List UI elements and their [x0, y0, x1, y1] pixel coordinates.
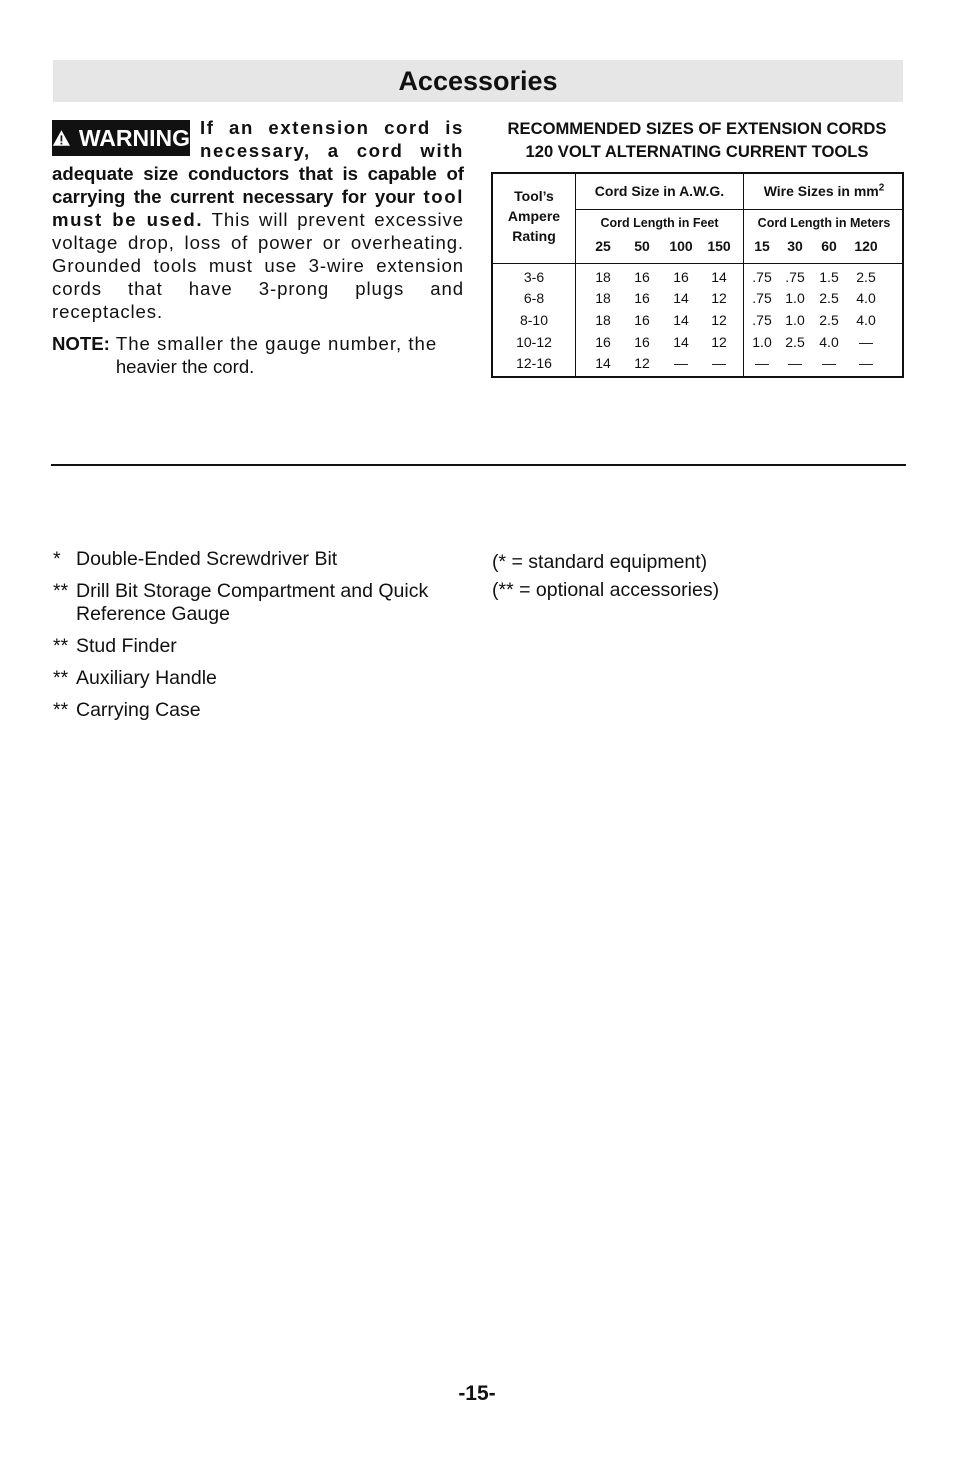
awg-cell: 18 [595, 268, 611, 285]
mm-column-group [744, 174, 904, 376]
awg-cell: 16 [634, 268, 650, 285]
feet-length-0: 25 [595, 238, 611, 254]
mm-cell: .75 [785, 268, 805, 285]
rating-cell: 12-16 [516, 355, 552, 372]
mm-cell: 1.0 [785, 311, 805, 328]
table-title-line-2: 120 VOLT ALTERNATING CURRENT TOOLS [525, 142, 869, 161]
awg-cell: 14 [673, 290, 689, 307]
table-row [493, 288, 575, 310]
awg-rows [576, 266, 743, 374]
mm-cell: — [755, 355, 769, 372]
feet-length-2: 100 [669, 238, 693, 254]
warning-bold-tail: tool must be used. [52, 186, 464, 230]
mm-header [744, 181, 904, 201]
awg-cell: 16 [595, 333, 611, 350]
section-divider [51, 464, 906, 466]
rating-cell: 6-8 [523, 290, 545, 307]
mm-cell: 1.0 [785, 290, 805, 307]
mm-cell: 4.0 [856, 311, 876, 328]
mm-cell: 4.0 [856, 290, 876, 307]
feet-length-1: 50 [634, 238, 650, 254]
tool-rating-header [493, 186, 575, 246]
awg-cell: 12 [711, 333, 727, 350]
mm-rows [744, 266, 904, 374]
page-title: Accessories [398, 65, 558, 96]
awg-cell: — [712, 355, 726, 372]
legend-optional: (** = optional accessories) [492, 579, 720, 601]
tool-header-line-1: Tool’s [514, 188, 554, 204]
awg-header-divider [576, 209, 743, 210]
list-item-mark: ** [53, 580, 69, 602]
list-item [53, 667, 463, 690]
list-item-label: Double-Ended Screwdriver Bit [76, 548, 338, 570]
rating-cell: 10-12 [516, 333, 552, 350]
awg-column-group [576, 174, 744, 376]
mm-cell: 2.5 [819, 290, 839, 307]
tool-rating-column [493, 174, 576, 376]
meter-length-0: 15 [754, 238, 770, 254]
list-item-mark: ** [53, 635, 69, 657]
mm-cell: — [859, 355, 873, 372]
list-item-mark: ** [53, 667, 69, 689]
table-row [744, 309, 904, 331]
extension-cord-table [491, 172, 904, 378]
mm-header-sup: 2 [878, 182, 885, 194]
accessories-list [53, 548, 463, 731]
awg-cell: 18 [595, 290, 611, 307]
meter-length-3: 120 [854, 238, 878, 254]
table-row [744, 288, 904, 310]
legend [492, 548, 892, 604]
awg-cell: 18 [595, 311, 611, 328]
table-row [576, 352, 743, 374]
table-row [576, 331, 743, 353]
list-item-mark: ** [53, 699, 69, 721]
mm-cell: .75 [752, 290, 772, 307]
meters-header: Cord Length in Meters [757, 216, 891, 230]
list-item-label: Carrying Case [76, 699, 201, 721]
tool-rating-rows [493, 266, 575, 374]
awg-cell: 16 [634, 311, 650, 328]
warning-section [52, 116, 464, 378]
tool-header-line-3: Rating [512, 228, 556, 244]
list-item [53, 548, 463, 571]
mm-cell: — [788, 355, 802, 372]
table-row [493, 331, 575, 353]
awg-cell: 14 [673, 311, 689, 328]
feet-length-3: 150 [707, 238, 731, 254]
mm-header-text: Wire Sizes in mm [763, 183, 879, 199]
awg-cell: 14 [595, 355, 611, 372]
rating-cell: 3-6 [523, 268, 545, 285]
awg-header: Cord Size in A.W.G. [594, 183, 725, 199]
table-row [744, 352, 904, 374]
table-row [744, 266, 904, 288]
legend-standard: (* = standard equipment) [492, 551, 708, 573]
meter-length-1: 30 [787, 238, 803, 254]
table-row [493, 266, 575, 288]
mm-cell: 2.5 [856, 268, 876, 285]
table-title [490, 117, 904, 163]
table-row [576, 309, 743, 331]
awg-cell: — [674, 355, 688, 372]
awg-cell: 12 [711, 290, 727, 307]
mm-cell: 1.0 [752, 333, 772, 350]
page-number: -15- [458, 1382, 496, 1405]
mm-cell: .75 [752, 311, 772, 328]
awg-cell: 12 [634, 355, 650, 372]
table-row [493, 352, 575, 374]
note-line-2: heavier the cord. [115, 356, 255, 377]
list-item-label: Stud Finder [76, 635, 177, 657]
note-label: NOTE: [52, 333, 110, 354]
warning-bold-spaced: If an extension cord is necessary, a cord with [200, 117, 464, 161]
warning-body: This will prevent excessive voltage drop, loss of power or overheating. Grounded tools must use 3-wire extension cords that have 3-prong plugs and receptacles. [52, 209, 464, 322]
table-row [493, 309, 575, 331]
mm-cell: 4.0 [819, 333, 839, 350]
warning-triangle-icon [52, 128, 71, 148]
awg-cell: 14 [711, 268, 727, 285]
awg-cell: 16 [634, 290, 650, 307]
mm-cell: 2.5 [819, 311, 839, 328]
warning-badge-label: WARNING [78, 124, 190, 151]
list-item-label: Auxiliary Handle [76, 667, 217, 689]
feet-header: Cord Length in Feet [600, 216, 719, 230]
warning-bold: adequate size conductors that is capable of carrying the current necessary for your [52, 163, 464, 207]
list-item [53, 635, 463, 658]
awg-cell: 16 [634, 333, 650, 350]
rating-cell: 8-10 [519, 311, 549, 328]
mm-cell: — [822, 355, 836, 372]
mm-cell: .75 [752, 268, 772, 285]
mm-cell: — [859, 333, 873, 350]
note-body [116, 332, 437, 378]
list-item-mark: * [53, 548, 61, 570]
title-bar [53, 60, 903, 102]
mm-cell: 2.5 [785, 333, 805, 350]
table-row [744, 331, 904, 353]
awg-cell: 16 [673, 268, 689, 285]
list-item [53, 699, 463, 722]
list-item [53, 580, 463, 626]
tool-header-line-2: Ampere [507, 208, 561, 224]
table-row [576, 266, 743, 288]
note [52, 332, 464, 378]
meter-length-2: 60 [821, 238, 837, 254]
awg-cell: 14 [673, 333, 689, 350]
warning-badge [52, 120, 190, 156]
mm-cell: 1.5 [819, 268, 839, 285]
table-row [576, 288, 743, 310]
note-line-1: The smaller the gauge number, the [115, 333, 438, 354]
mm-header-divider [744, 209, 904, 210]
list-item-label: Drill Bit Storage Compartment and Quick Reference Gauge [76, 580, 429, 625]
awg-cell: 12 [711, 311, 727, 328]
table-title-line-1: RECOMMENDED SIZES OF EXTENSION CORDS [507, 119, 887, 138]
